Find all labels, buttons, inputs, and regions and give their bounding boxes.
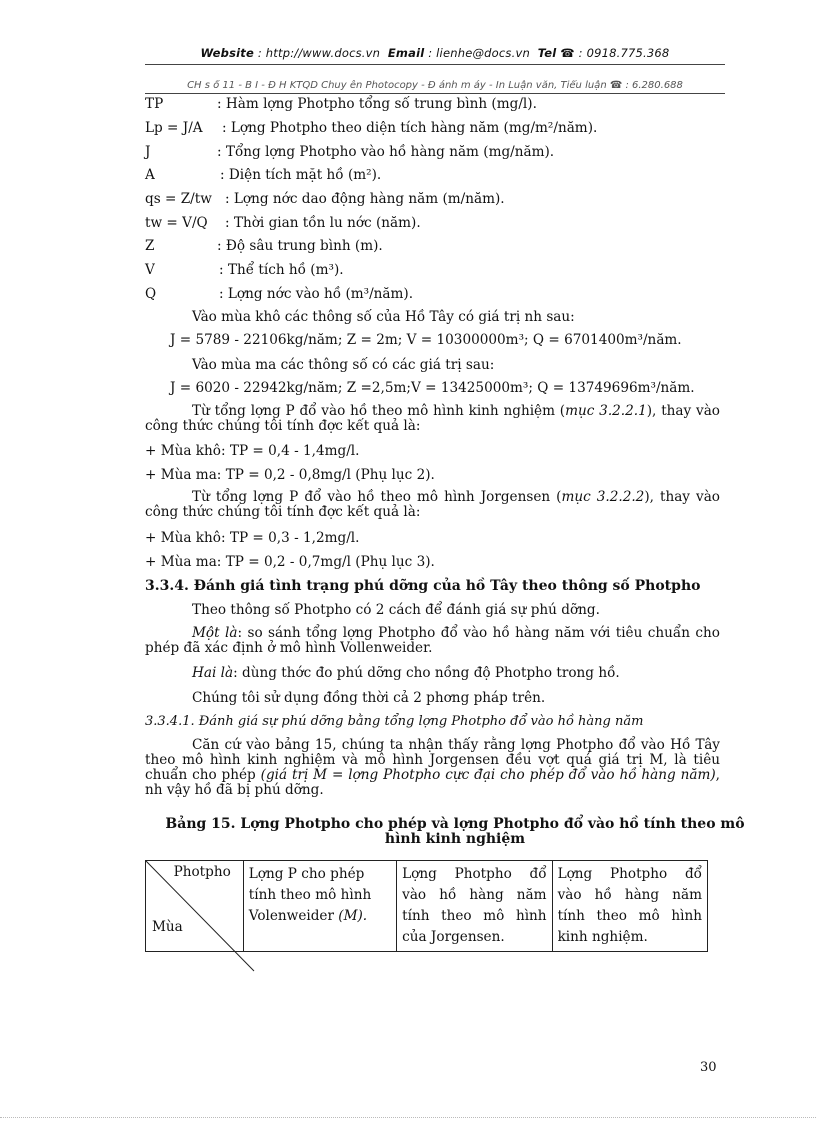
tel-value: ☎ : 0918.775.368 xyxy=(560,46,670,60)
column-header: Lợng Photpho đổ vào hồ hàng năm tính theo mô hình của Jorgensen. xyxy=(397,861,552,952)
paragraph-text: : dùng thớc đo phú dỡng cho nồng độ Photpho trong hồ. xyxy=(233,665,620,681)
email-label: Email xyxy=(387,46,425,60)
paragraph-text: ), thay vào công thức chúng tôi tính đợc kết quả là: xyxy=(145,403,720,434)
wet-season-intro: Vào mùa ma các thông số có các giá trị sau: xyxy=(192,357,495,373)
method-two xyxy=(192,665,620,681)
dry-season-values: J = 5789 - 22106kg/năm; Z = 2m; V = 10300000m³; Q = 6701400m³/năm. xyxy=(170,332,682,348)
column-header: Lợng Photpho đổ vào hồ hàng năm tính theo mô hình kinh nghiệm. xyxy=(552,861,707,952)
definition-row xyxy=(145,191,505,207)
dry-season-intro: Vào mùa khô các thông số của Hồ Tây có giá trị nh sau: xyxy=(192,309,575,325)
paragraph-jorgensen xyxy=(145,490,720,520)
definition-desc: : Lợng nớc vào hồ (m³/năm). xyxy=(219,286,414,302)
definition-desc: : Diện tích mặt hồ (m²). xyxy=(220,167,382,183)
paragraph-text: Căn cứ vào bảng 15, chúng ta nhận thấy rằng lợng Photpho đổ vào Hồ Tây theo mô hình kinh nghiệm và mô hình Jorgensen đều vợt quá giá trị M, là tiêu chuẩn cho phép xyxy=(145,737,720,783)
section-heading: 3.3.4. Đánh giá tình trạng phú dỡng của hồ Tây theo thông số Photpho xyxy=(145,578,701,594)
corner-top-label: Photpho xyxy=(173,864,231,880)
website-value[interactable]: : http://www.docs.vn xyxy=(257,46,381,60)
tel-label: Tel xyxy=(537,46,557,60)
paragraph-text: : so sánh tổng lợng Photpho đổ vào hồ hàng năm với tiêu chuẩn cho phép đã xác định ở mô hình Vollenweider. xyxy=(145,625,720,656)
method-label: Một là xyxy=(192,625,238,641)
wet-season-values: J = 6020 - 22942kg/năm; Z =2,5m;V = 13425000m³; Q = 13749696m³/năm. xyxy=(170,380,695,396)
result-wet: + Mùa ma: TP = 0,2 - 0,8mg/l (Phụ lục 2). xyxy=(145,467,435,483)
email-value[interactable]: : lienhe@docs.vn xyxy=(428,46,530,60)
m-definition: (giá trị M = lợng Photpho cực đại cho phép đổ vào hồ hàng năm) xyxy=(260,767,716,783)
definition-row xyxy=(145,144,554,160)
header-divider xyxy=(145,64,725,65)
page-bottom-dots xyxy=(0,1117,816,1118)
method-one xyxy=(145,626,720,656)
definition-term: V xyxy=(145,262,155,278)
definition-row xyxy=(145,238,383,254)
definition-term: qs = Z/tw xyxy=(145,191,212,207)
definition-desc: : Độ sâu trung bình (m). xyxy=(217,238,383,254)
paragraph-empirical xyxy=(145,404,720,434)
corner-bottom-label: Mùa xyxy=(152,919,183,935)
definition-desc: : Lợng Photpho theo diện tích hàng năm (mg/m²/năm). xyxy=(222,120,598,136)
definition-desc: : Tổng lợng Photpho vào hồ hàng năm (mg/năm). xyxy=(217,144,555,160)
definition-term: Lp = J/A xyxy=(145,120,203,136)
methods-both: Chúng tôi sử dụng đồng thời cả 2 phơng pháp trên. xyxy=(192,690,546,706)
subsection-heading: 3.3.4.1. Đánh giá sự phú dỡng bằng tổng lợng Photpho đổ vào hồ hàng năm xyxy=(145,714,644,729)
definition-row xyxy=(145,96,537,112)
definition-row xyxy=(145,215,421,231)
definition-term: J xyxy=(145,144,151,160)
corner-cell xyxy=(146,861,244,952)
definition-row xyxy=(145,120,597,136)
section-reference: mục 3.2.2.1 xyxy=(565,403,647,419)
column-header-text: Lợng P cho phép tính theo mô hình Volenweider xyxy=(248,866,372,924)
method-label: Hai là xyxy=(192,665,234,681)
paragraph-text: , nh vậy hồ đã bị phú dỡng. xyxy=(145,767,720,798)
definition-row xyxy=(145,167,381,183)
column-header xyxy=(243,861,396,952)
definition-desc: : Thể tích hồ (m³). xyxy=(219,262,344,278)
definition-term: Z xyxy=(145,238,155,254)
header-divider-2 xyxy=(145,93,725,94)
result-wet: + Mùa ma: TP = 0,2 - 0,7mg/l (Phụ lục 3). xyxy=(145,554,435,570)
definition-term: tw = V/Q xyxy=(145,215,208,231)
definition-term: TP xyxy=(145,96,164,112)
table-header-row xyxy=(146,861,708,952)
definition-desc: : Hàm lợng Photpho tổng số trung bình (mg/l). xyxy=(217,96,537,112)
page-number: 30 xyxy=(700,1060,717,1075)
paragraph-conclusion xyxy=(145,738,720,798)
definition-row xyxy=(145,262,344,278)
column-header-symbol: (M). xyxy=(338,908,368,924)
result-dry: + Mùa khô: TP = 0,4 - 1,4mg/l. xyxy=(145,443,360,459)
header-contact xyxy=(145,46,725,60)
paragraph-text: ), thay vào công thức chúng tôi tính đợc kết quả là: xyxy=(145,489,720,520)
paragraph-text: Từ tổng lợng P đổ vào hồ theo mô hình Jorgensen ( xyxy=(192,489,562,505)
phosphorus-table xyxy=(145,860,708,952)
result-dry: + Mùa khô: TP = 0,3 - 1,2mg/l. xyxy=(145,530,360,546)
definition-term: A xyxy=(145,167,155,183)
website-label: Website xyxy=(200,46,254,60)
definition-desc: : Lợng nớc dao động hàng năm (m/năm). xyxy=(225,191,505,207)
definition-term: Q xyxy=(145,286,157,302)
paragraph-text: Từ tổng lợng P đổ vào hồ theo mô hình kinh nghiệm ( xyxy=(192,403,566,419)
header-subline: CH s ố 11 - B I - Đ H KTQD Chuy ên Photocopy - Đ ánh m áy - In Luận văn, Tiểu luận ☎ : 6.280.688 xyxy=(187,80,683,91)
definition-row xyxy=(145,286,413,302)
heading-intro: Theo thông số Photpho có 2 cách để đánh giá sự phú dỡng. xyxy=(192,602,600,618)
definition-desc: : Thời gian tồn lu nớc (năm). xyxy=(225,215,421,231)
section-reference: mục 3.2.2.2 xyxy=(561,489,645,505)
table-caption: Bảng 15. Lợng Photpho cho phép và lợng Photpho đổ vào hồ tính theo mô hình kinh nghiệm xyxy=(165,816,745,847)
